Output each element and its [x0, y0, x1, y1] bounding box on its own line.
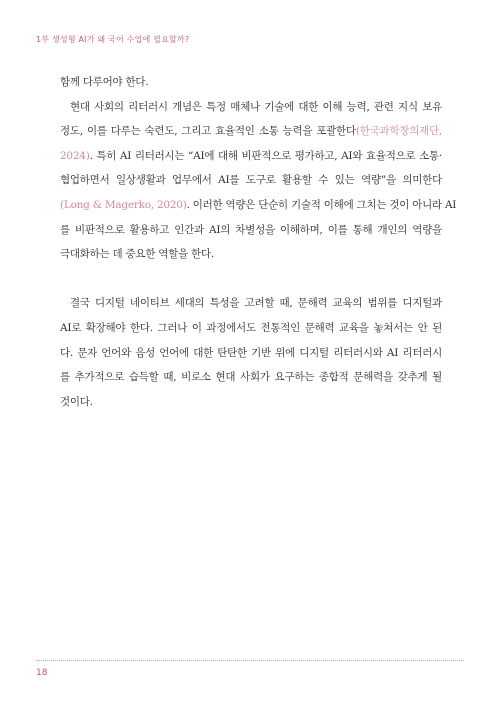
text-run: 것이다. — [60, 395, 93, 408]
text-line — [60, 168, 442, 193]
text-run: 결국 디지털 네이티브 세대의 특성을 고려할 때, 문해력 교육의 범위를 디지털과 — [70, 297, 442, 310]
footer-divider — [36, 660, 464, 661]
text-line — [60, 119, 442, 144]
text-line — [60, 365, 442, 390]
text-line — [60, 95, 442, 120]
text-line — [60, 390, 442, 415]
text-run: 함께 다루어야 한다. — [60, 76, 149, 88]
text-line — [60, 144, 442, 169]
text-run: 정도, 이를 다루는 숙련도, 그리고 효율적인 소통 능력을 포괄한다 — [60, 125, 356, 138]
text-run: 협업하면서 일상생활과 업무에서 AI를 도구로 활용할 수 있는 역량”을 의미한다 — [60, 174, 442, 187]
text-run: 를 비판적으로 활용하고 인간과 AI의 차별성을 이해하며, 이를 통해 개인의 역량을 — [60, 223, 442, 236]
text-line — [60, 291, 442, 316]
text-line — [60, 242, 442, 267]
page-number: 18 — [36, 668, 48, 678]
text-run: 현대 사회의 리터러시 개념은 특정 매체나 기술에 대한 이해 능력, 관련 지식 보유 — [70, 100, 442, 113]
citation: 2024) — [60, 149, 90, 162]
citation: (Long & Magerko, 2020) — [60, 198, 187, 211]
body-text — [60, 70, 457, 414]
text-run: . 이러한 역량은 단순히 기술적 이해에 그치는 것이 아니라 AI — [186, 198, 457, 211]
text-run: 극대화하는 데 중요한 역할을 한다. — [60, 248, 214, 261]
paragraph-gap — [60, 267, 442, 292]
text-run: AI로 확장해야 한다. 그러나 이 과정에서도 전통적인 문해력 교육을 놓쳐서는 안 된 — [60, 321, 442, 334]
text-line — [60, 193, 457, 218]
text-run: 를 추가적으로 습득할 때, 비로소 현대 사회가 요구하는 종합적 문해력을 갖추게 될 — [60, 371, 442, 384]
text-run: . 특히 AI 리터러시는 “AI에 대해 비판적으로 평가하고, AI와 효율적으로 소통· — [89, 149, 442, 162]
text-line — [60, 218, 442, 243]
text-line — [60, 316, 442, 341]
citation: (한국과학창의재단, — [355, 125, 442, 138]
text-line — [60, 70, 442, 95]
text-run: 다. 문자 언어와 음성 언어에 대한 탄탄한 기반 위에 디지털 리터러시와 AI 리터러시 — [60, 346, 442, 359]
text-line — [60, 341, 442, 366]
running-head: 1부 생성형 AI가 왜 국어 수업에 필요할까? — [36, 35, 190, 44]
